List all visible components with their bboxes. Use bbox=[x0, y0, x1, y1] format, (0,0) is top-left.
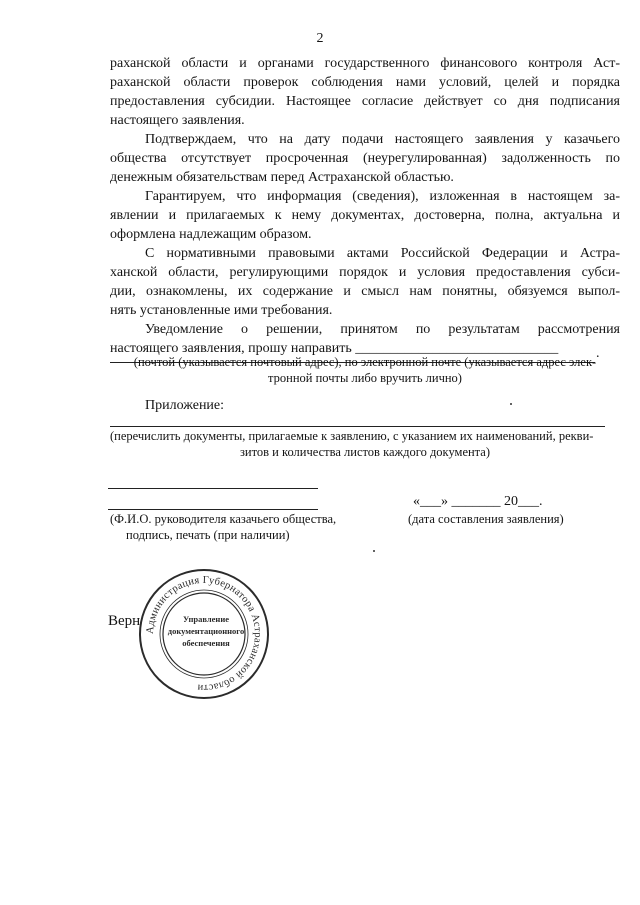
notice-period: . bbox=[596, 346, 600, 361]
date-field: «___» _______ 20___. bbox=[413, 494, 543, 509]
stamp-center-line-2: документационного bbox=[167, 626, 245, 636]
paragraph-1-line-2: раханской области проверок соблюдения нами условий, целей и порядка bbox=[110, 75, 620, 90]
stamp-ring-text: Администрация Губернатора Астраханской области bbox=[144, 574, 264, 694]
paragraph-3-line-2: явлении и прилагаемых к нему документах, достоверна, полна, актуальна и bbox=[110, 208, 620, 223]
verno-text: Верн bbox=[108, 613, 141, 629]
signature-hint-line-1: (Ф.И.О. руководителя казачьего общества, bbox=[110, 512, 337, 526]
official-stamp bbox=[136, 566, 272, 702]
attachment-underline bbox=[110, 426, 605, 427]
signature-line-2 bbox=[108, 509, 318, 510]
paragraph-5-line-2: настоящего заявления, прошу направить _____________________________ bbox=[110, 341, 559, 356]
stamp-center-line-1: Управление bbox=[182, 614, 230, 624]
paragraph-4-line-4: нять установленные ими требования. bbox=[110, 303, 333, 318]
paragraph-2-line-2: общества отсутствует просроченная (неурегулированная) задолженность по bbox=[110, 151, 620, 166]
stamp-center-line-3: обеспечения bbox=[182, 638, 230, 648]
paragraph-1-line-1: раханской области и органами государственного финансового контроля Аст- bbox=[110, 56, 620, 71]
attachment-label: Приложение: bbox=[145, 398, 225, 413]
paragraph-5-line-1: Уведомление о решении, принятом по результатам рассмотрения bbox=[145, 322, 620, 337]
signature-hint-line-2: подпись, печать (при наличии) bbox=[126, 528, 290, 542]
paragraph-4-line-3: дии, ознакомлены, их содержание и смысл нам понятны, обязуемся выпол- bbox=[110, 284, 620, 299]
notice-hint-line-2: тронной почты либо вручить лично) bbox=[268, 371, 462, 385]
attachment-hint-line-1: (перечислить документы, прилагаемые к заявлению, с указанием их наименований, рекви- bbox=[110, 429, 594, 443]
page-number: 2 bbox=[316, 31, 324, 46]
paragraph-3-line-1: Гарантируем, что информация (сведения), изложенная в настоящем за- bbox=[145, 189, 620, 204]
signature-line-1 bbox=[108, 488, 318, 489]
paragraph-4-line-1: С нормативными правовыми актами Российской Федерации и Астра- bbox=[145, 246, 620, 261]
scan-speck bbox=[373, 550, 375, 552]
notice-hint-line-1: (почтой (указывается почтовый адрес), по электронной почте (указывается адрес элек- bbox=[133, 355, 597, 369]
attachment-hint-line-2: зитов и количества листов каждого документа) bbox=[239, 445, 491, 459]
paragraph-1-line-3: предоставления субсидии. Настоящее согласие действует со дня подписания bbox=[110, 94, 620, 109]
paragraph-2-line-3: денежным обязательствам перед Астраханской областью. bbox=[110, 170, 454, 185]
paragraph-4-line-2: ханской области, регулирующими порядок и условия предоставления субси- bbox=[110, 265, 620, 280]
scan-speck bbox=[510, 403, 512, 405]
paragraph-2-line-1: Подтверждаем, что на дату подачи настоящего заявления у казачьего bbox=[145, 132, 620, 147]
paragraph-1-line-4: настоящего заявления. bbox=[110, 113, 245, 128]
date-hint: (дата составления заявления) bbox=[408, 512, 564, 526]
paragraph-3-line-3: оформлена надлежащим образом. bbox=[110, 227, 312, 242]
